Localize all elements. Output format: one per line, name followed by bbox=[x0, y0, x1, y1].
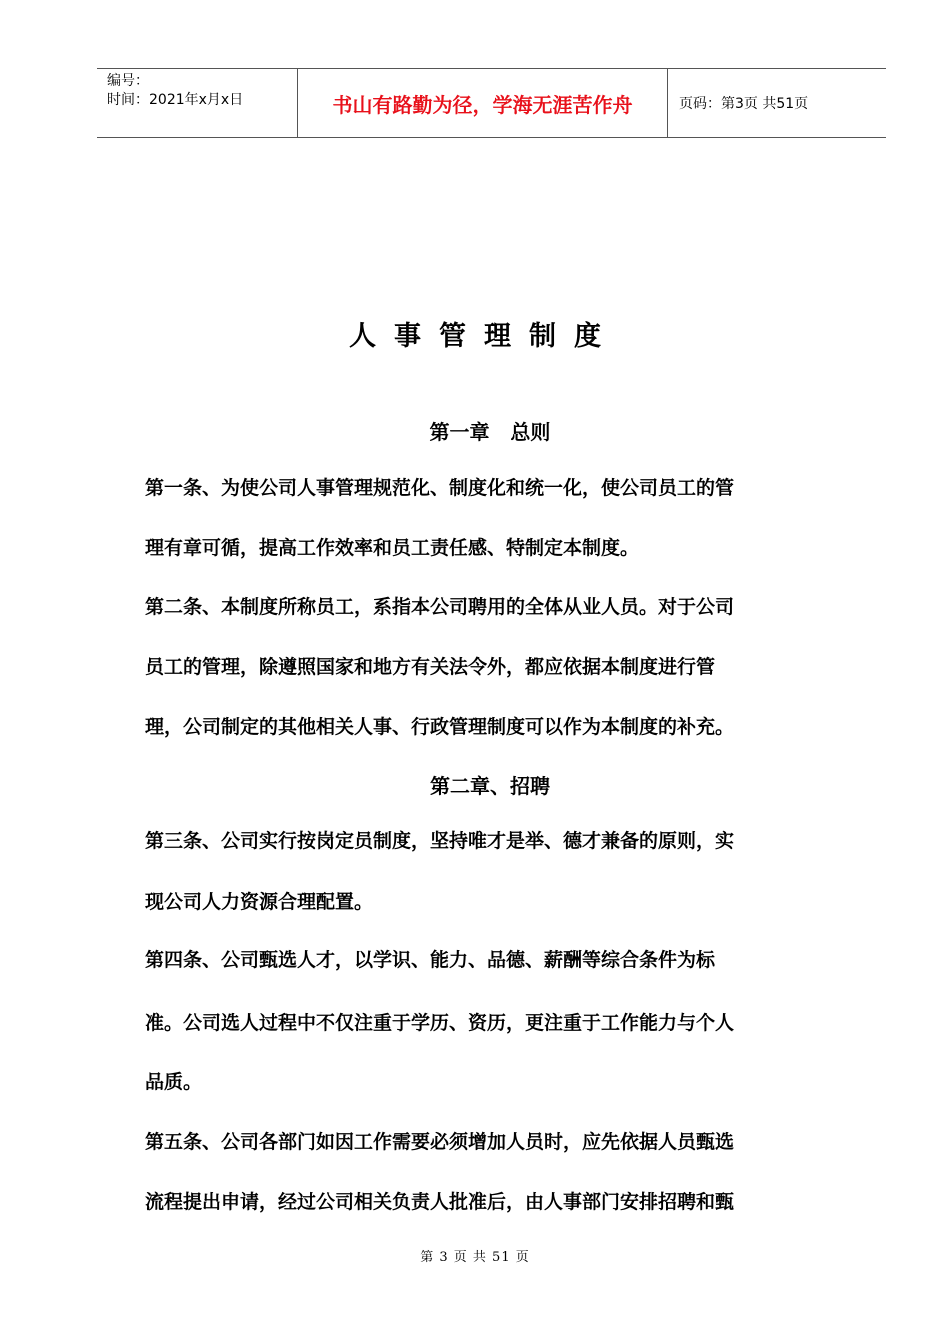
document-title: 人事管理制度 bbox=[349, 321, 619, 352]
number-label: 编号： bbox=[107, 73, 149, 89]
body-line: 第四条、公司甄选人才，以学识、能力、品德、薪酬等综合条件为标 bbox=[145, 949, 716, 971]
page-header bbox=[97, 68, 886, 138]
header-motto: 书山有路勤为径，学海无涯苦作舟 bbox=[298, 69, 668, 137]
body-line: 第三条、公司实行按岗定员制度，坚持唯才是举、德才兼备的原则，实 bbox=[145, 830, 735, 852]
body-line: 准。公司选人过程中不仅注重于学历、资历，更注重于工作能力与个人 bbox=[145, 1012, 735, 1034]
body-line: 员工的管理，除遵照国家和地方有关法令外，都应依据本制度进行管 bbox=[145, 656, 716, 678]
chapter-heading-2: 第二章、招聘 bbox=[430, 774, 550, 798]
body-line: 第五条、公司各部门如因工作需要必须增加人员时，应先依据人员甄选 bbox=[145, 1131, 735, 1153]
body-line: 第一条、为使公司人事管理规范化、制度化和统一化，使公司员工的管 bbox=[145, 477, 735, 499]
page-footer: 第 3 页 共 51 页 bbox=[420, 1250, 530, 1265]
header-page-code: 页码：第3页 共51页 bbox=[679, 96, 809, 112]
chapter-heading-1: 第一章 总则 bbox=[429, 420, 551, 444]
body-line: 现公司人力资源合理配置。 bbox=[145, 891, 374, 913]
body-line: 流程提出申请，经过公司相关负责人批准后，由人事部门安排招聘和甄 bbox=[145, 1191, 735, 1213]
body-line: 理，公司制定的其他相关人事、行政管理制度可以作为本制度的补充。 bbox=[145, 716, 735, 738]
header-info bbox=[97, 69, 298, 137]
body-line: 品质。 bbox=[145, 1071, 203, 1093]
body-line: 第二条、本制度所称员工，系指本公司聘用的全体从业人员。对于公司 bbox=[145, 596, 735, 618]
time-label: 时间：2021年x月x日 bbox=[107, 92, 244, 108]
body-line: 理有章可循，提高工作效率和员工责任感、特制定本制度。 bbox=[145, 537, 640, 559]
